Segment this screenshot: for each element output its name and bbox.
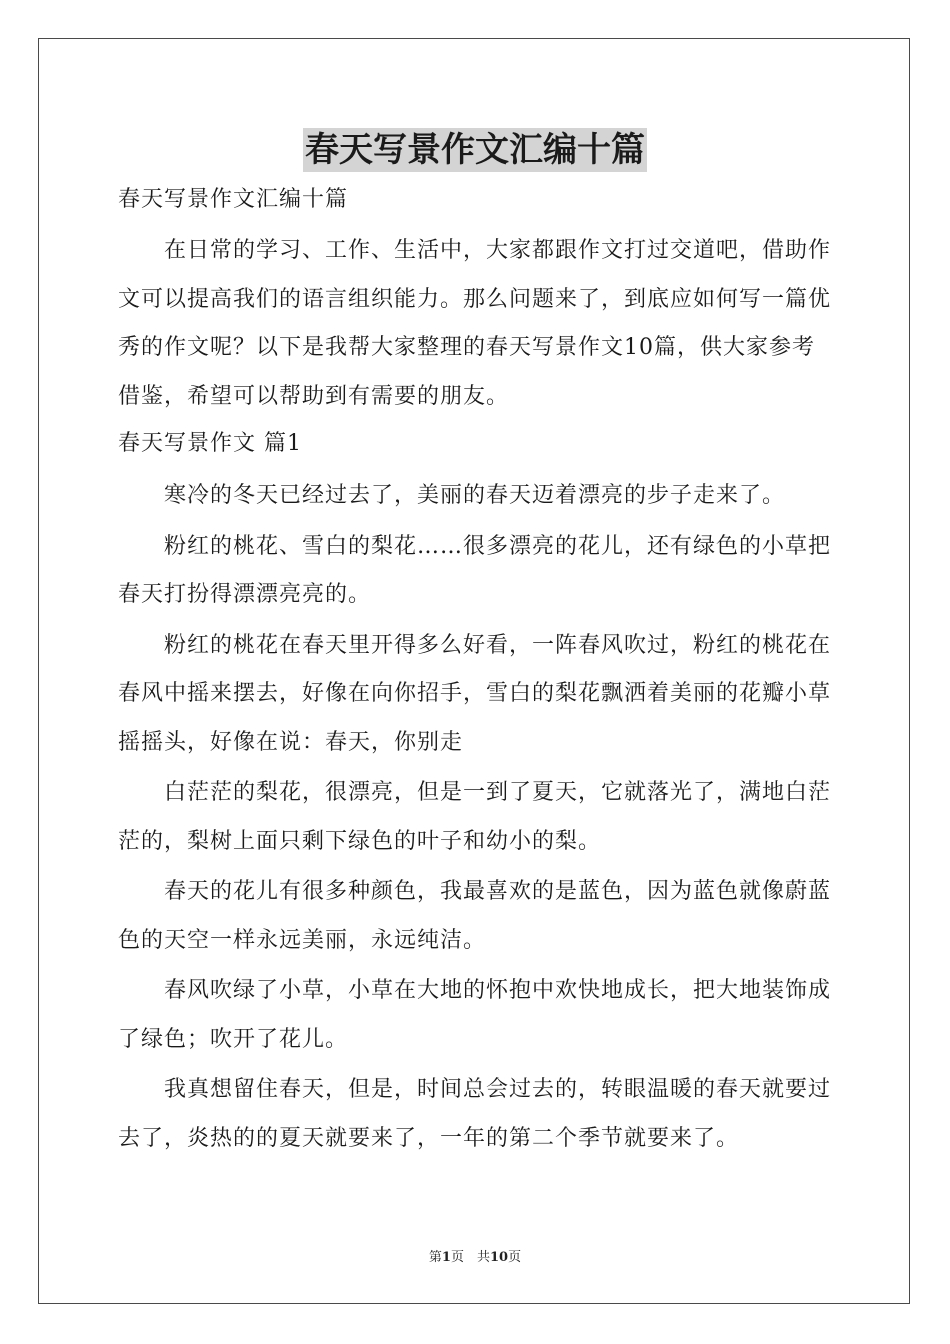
document-title: 春天写景作文汇编十篇	[305, 130, 645, 170]
body-paragraph: 寒冷的冬天已经过去了，美丽的春天迈着漂亮的步子走来了。	[164, 483, 786, 508]
title-container	[0, 128, 950, 172]
section-heading: 春天写景作文 篇1	[118, 431, 302, 456]
document-body	[118, 180, 834, 1165]
intro-paragraph: 在日常的学习、工作、生活中，大家都跟作文打过交道吧，借助作文可以提高我们的语言组织能力。那么问题来了，到底应如何写一篇优秀的作文呢？以下是我帮大家整理的春天写景作文10篇，供大家参考借鉴，希望可以帮助到有需要的朋友。	[118, 238, 832, 409]
body-paragraph: 春风吹绿了小草，小草在大地的怀抱中欢快地成长，把大地装饰成了绿色；吹开了花儿。	[118, 978, 832, 1052]
page-footer	[0, 1246, 950, 1265]
body-paragraph: 白茫茫的梨花，很漂亮，但是一到了夏天，它就落光了，满地白茫茫的，梨树上面只剩下绿色的叶子和幼小的梨。	[118, 780, 832, 854]
body-paragraph: 我真想留住春天，但是，时间总会过去的，转眼温暖的春天就要过去了，炎热的的夏天就要来了，一年的第二个季节就要来了。	[118, 1077, 832, 1151]
footer-page-current: 1	[441, 1250, 451, 1265]
footer-page-total: 10	[489, 1250, 509, 1265]
body-paragraph: 粉红的桃花、雪白的梨花……很多漂亮的花儿，还有绿色的小草把春天打扮得漂漂亮亮的。	[118, 533, 832, 607]
body-paragraph: 春天的花儿有很多种颜色，我最喜欢的是蓝色，因为蓝色就像蔚蓝色的天空一样永远美丽，永远纯洁。	[118, 879, 832, 953]
footer-page-prefix: 第	[428, 1250, 442, 1265]
body-paragraph: 粉红的桃花在春天里开得多么好看，一阵春风吹过，粉红的桃花在春风中摇来摆去，好像在向你招手，雪白的梨花飘洒着美丽的花瓣小草摇摇头，好像在说：春天，你别走	[118, 632, 832, 755]
footer-page-suffix: 页	[508, 1250, 522, 1265]
footer-page-mid: 页 共	[450, 1250, 490, 1265]
document-subtitle: 春天写景作文汇编十篇	[118, 187, 349, 212]
